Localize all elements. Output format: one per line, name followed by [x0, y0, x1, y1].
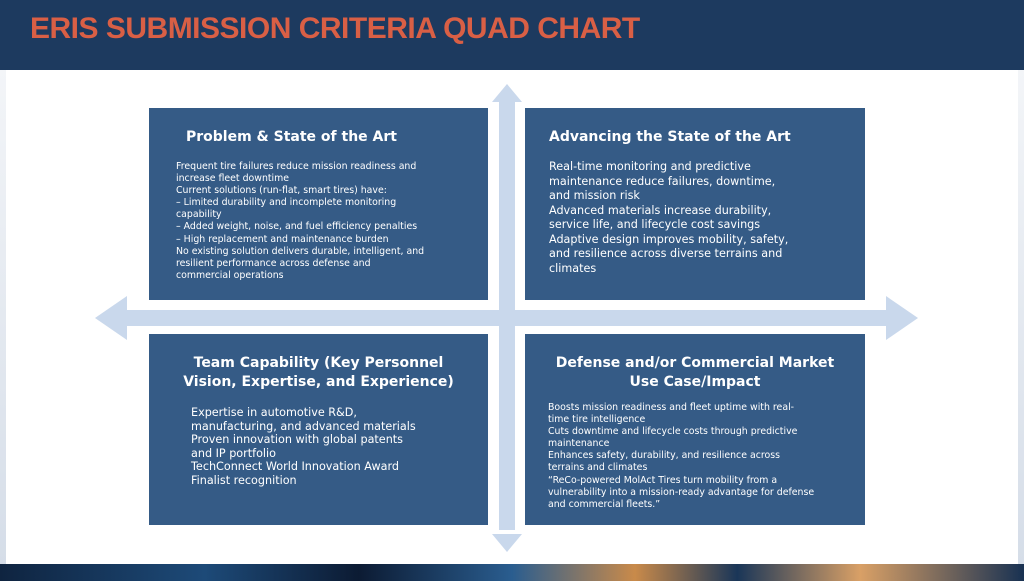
body-line: vulnerability into a mission-ready advantage for defense	[548, 486, 815, 498]
down-arrowhead	[492, 534, 522, 552]
body-line: manufacturing, and advanced materials	[191, 419, 416, 433]
body-line: maintenance reduce failures, downtime,	[549, 174, 776, 188]
body-line: – Added weight, noise, and fuel efficiency penalties	[176, 221, 418, 233]
quadrant-title-line: Team Capability (Key Personnel	[193, 355, 444, 371]
body-line: Adaptive design improves mobility, safety,	[549, 232, 789, 246]
body-line: Cuts downtime and lifecycle costs through predictive	[548, 426, 798, 438]
body-line: Current solutions (run-flat, smart tires) have:	[176, 185, 387, 197]
quadrant-title: Advancing the State of the Art	[549, 129, 791, 145]
quadrant-title-line: Vision, Expertise, and Experience)	[183, 374, 454, 390]
footer-image-strip	[0, 564, 1024, 581]
body-line: Expertise in automotive R&D,	[191, 406, 357, 419]
body-line: Boosts mission readiness and fleet uptime with real-	[548, 402, 795, 413]
body-line: Advanced materials increase durability,	[549, 203, 772, 217]
up-arrowhead	[492, 84, 522, 102]
body-line: Enhances safety, durability, and resilience across	[548, 450, 780, 462]
quadrant-market-use-case	[525, 334, 865, 525]
body-line: – High replacement and maintenance burden	[176, 233, 389, 245]
body-line: increase fleet downtime	[176, 173, 290, 185]
quadrant-title: Problem & State of the Art	[186, 129, 397, 145]
body-line: – Limited durability and incomplete monitoring	[176, 197, 397, 209]
body-line: TechConnect World Innovation Award	[191, 460, 399, 474]
body-line: commercial operations	[176, 269, 284, 281]
body-line: No existing solution delivers durable, intelligent, and	[176, 245, 425, 257]
body-line: capability	[176, 209, 222, 221]
quadrant-title	[149, 354, 488, 392]
quadrant-title	[525, 354, 865, 392]
quadrant-body	[548, 402, 814, 511]
quadrant-body	[191, 406, 416, 488]
body-line: time tire intelligence	[548, 414, 646, 426]
body-line: climates	[549, 261, 597, 275]
body-line: Frequent tire failures reduce mission readiness and	[176, 161, 417, 172]
page-title: ERIS SUBMISSION CRITERIA QUAD CHART	[30, 12, 640, 45]
quadrant-advancing-state-of-art	[525, 108, 865, 300]
quadrant-body	[549, 160, 788, 276]
body-line: Proven innovation with global patents	[191, 433, 403, 447]
body-line: and IP portfolio	[191, 446, 276, 460]
body-line: resilient performance across defense and	[176, 257, 371, 269]
quadrant-problem-state-of-art	[149, 108, 488, 300]
body-line: service life, and lifecycle cost savings	[549, 218, 761, 231]
body-line: maintenance	[548, 438, 610, 450]
right-arrowhead	[886, 296, 918, 340]
body-line: Finalist recognition	[191, 473, 297, 487]
body-line: and mission risk	[549, 189, 640, 202]
quadrant-title-line: Use Case/Impact	[629, 374, 761, 390]
body-line: terrains and climates	[548, 462, 648, 474]
left-arrowhead	[95, 296, 127, 340]
quadrant-team-capability	[149, 334, 488, 525]
body-line: “ReCo-powered MolAct Tires turn mobility from a	[548, 474, 778, 486]
body-line: Real-time monitoring and predictive	[549, 160, 751, 173]
body-line: and commercial fleets.”	[548, 498, 661, 510]
body-line: and resilience across diverse terrains and	[549, 247, 783, 260]
quadrant-body	[176, 161, 424, 282]
quadrant-title-line: Defense and/or Commercial Market	[555, 355, 835, 371]
vertical-axis	[499, 98, 515, 530]
